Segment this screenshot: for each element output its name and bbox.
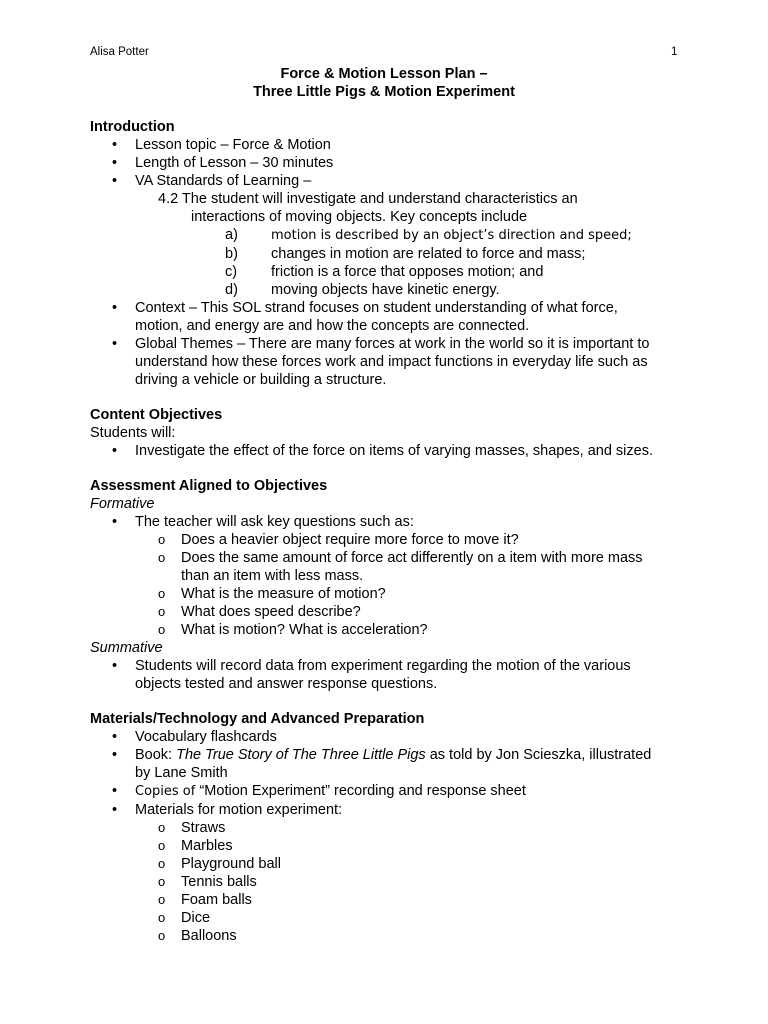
circle-bullet-icon: o xyxy=(158,910,166,925)
list-item: • Global Themes – There are many forces at work in the world so it is important to xyxy=(112,336,650,352)
sub-list-item: o Does the same amount of force act differently on a item with more mass xyxy=(158,550,643,566)
circle-bullet-icon: o xyxy=(158,820,166,835)
circle-bullet-icon: o xyxy=(158,532,166,547)
section-heading-introduction: Introduction xyxy=(90,119,175,135)
circle-bullet-icon: o xyxy=(158,892,166,907)
concept-item: c) friction is a force that opposes motion; and xyxy=(225,264,544,280)
sub-list-item-continuation: than an item with less mass. xyxy=(181,568,364,584)
document-title-line1: Force & Motion Lesson Plan – xyxy=(280,66,488,82)
sub-list-item: o Dice xyxy=(158,910,211,926)
sub-list-item: o Balloons xyxy=(158,928,237,944)
bullet-icon: • xyxy=(112,729,118,745)
section-heading-assessment: Assessment Aligned to Objectives xyxy=(90,478,328,494)
standard-line: 4.2 The student will investigate and understand characteristics an xyxy=(158,191,578,207)
list-item-continuation: driving a vehicle or building a structure. xyxy=(135,372,387,388)
list-item: • Investigate the effect of the force on items of varying masses, shapes, and sizes. xyxy=(112,443,653,459)
sub-list-item: o Tennis balls xyxy=(158,874,257,890)
list-item: • Context – This SOL strand focuses on student understanding of what force, xyxy=(112,300,618,316)
circle-bullet-icon: o xyxy=(158,874,166,889)
circle-bullet-icon: o xyxy=(158,604,166,619)
circle-bullet-icon: o xyxy=(158,550,166,565)
list-item: • The teacher will ask key questions such as: xyxy=(112,514,414,530)
bullet-icon: • xyxy=(112,155,118,171)
section-lead: Students will: xyxy=(90,425,176,441)
bullet-icon: • xyxy=(112,336,118,352)
header-page-number: 1 xyxy=(671,46,678,58)
bullet-icon: • xyxy=(112,802,118,818)
header-author: Alisa Potter xyxy=(90,46,149,58)
sub-list-item: o Foam balls xyxy=(158,892,252,908)
sub-list-item: o What does speed describe? xyxy=(158,604,361,620)
circle-bullet-icon: o xyxy=(158,928,166,943)
bullet-icon: • xyxy=(112,173,118,189)
list-item: • Lesson topic – Force & Motion xyxy=(112,137,331,153)
list-item: • Book: The True Story of The Three Little Pigs as told by Jon Scieszka, illustrated xyxy=(112,747,652,763)
concept-item: b) changes in motion are related to force and mass; xyxy=(225,246,586,262)
bullet-icon: • xyxy=(112,783,118,799)
section-heading-materials: Materials/Technology and Advanced Preparation xyxy=(90,711,425,727)
concept-item: d) moving objects have kinetic energy. xyxy=(225,282,500,298)
sub-list-item: o Straws xyxy=(158,820,226,836)
concept-item: a) motion is described by an object’s direction and speed; xyxy=(225,227,632,243)
subheading-formative: Formative xyxy=(90,496,155,512)
list-item-continuation: by Lane Smith xyxy=(135,765,228,781)
list-item-continuation: objects tested and answer response questions. xyxy=(135,676,438,692)
circle-bullet-icon: o xyxy=(158,622,166,637)
list-item: • VA Standards of Learning – xyxy=(112,173,312,189)
circle-bullet-icon: o xyxy=(158,856,166,871)
list-item: • Length of Lesson – 30 minutes xyxy=(112,155,334,171)
standard-line: interactions of moving objects. Key concepts include xyxy=(191,209,528,225)
bullet-icon: • xyxy=(112,137,118,153)
sub-list-item: o What is the measure of motion? xyxy=(158,586,386,602)
sub-list-item: o Does a heavier object require more force to move it? xyxy=(158,532,519,548)
bullet-icon: • xyxy=(112,658,118,674)
list-item: • Materials for motion experiment: xyxy=(112,802,343,818)
list-item: • Copies of “Motion Experiment” recording and response sheet xyxy=(112,783,526,799)
bullet-icon: • xyxy=(112,300,118,316)
subheading-summative: Summative xyxy=(90,640,163,656)
document-body xyxy=(90,118,690,945)
section-heading-content-objectives: Content Objectives xyxy=(90,407,223,423)
list-item-continuation: understand how these forces work and impact functions in everyday life such as xyxy=(135,354,648,370)
list-item-continuation: motion, and energy are and how the concepts are connected. xyxy=(135,318,530,334)
sub-list-item: o Playground ball xyxy=(158,856,281,872)
bullet-icon: • xyxy=(112,747,118,763)
bullet-icon: • xyxy=(112,443,118,459)
bullet-icon: • xyxy=(112,514,118,530)
document-title-line2: Three Little Pigs & Motion Experiment xyxy=(253,84,515,100)
circle-bullet-icon: o xyxy=(158,586,166,601)
sub-list-item: o What is motion? What is acceleration? xyxy=(158,622,428,638)
book-title: The True Story of The Three Little Pigs xyxy=(176,747,426,763)
sub-list-item: o Marbles xyxy=(158,838,233,854)
list-item: • Vocabulary flashcards xyxy=(112,729,277,745)
circle-bullet-icon: o xyxy=(158,838,166,853)
list-item: • Students will record data from experiment regarding the motion of the various xyxy=(112,658,631,674)
